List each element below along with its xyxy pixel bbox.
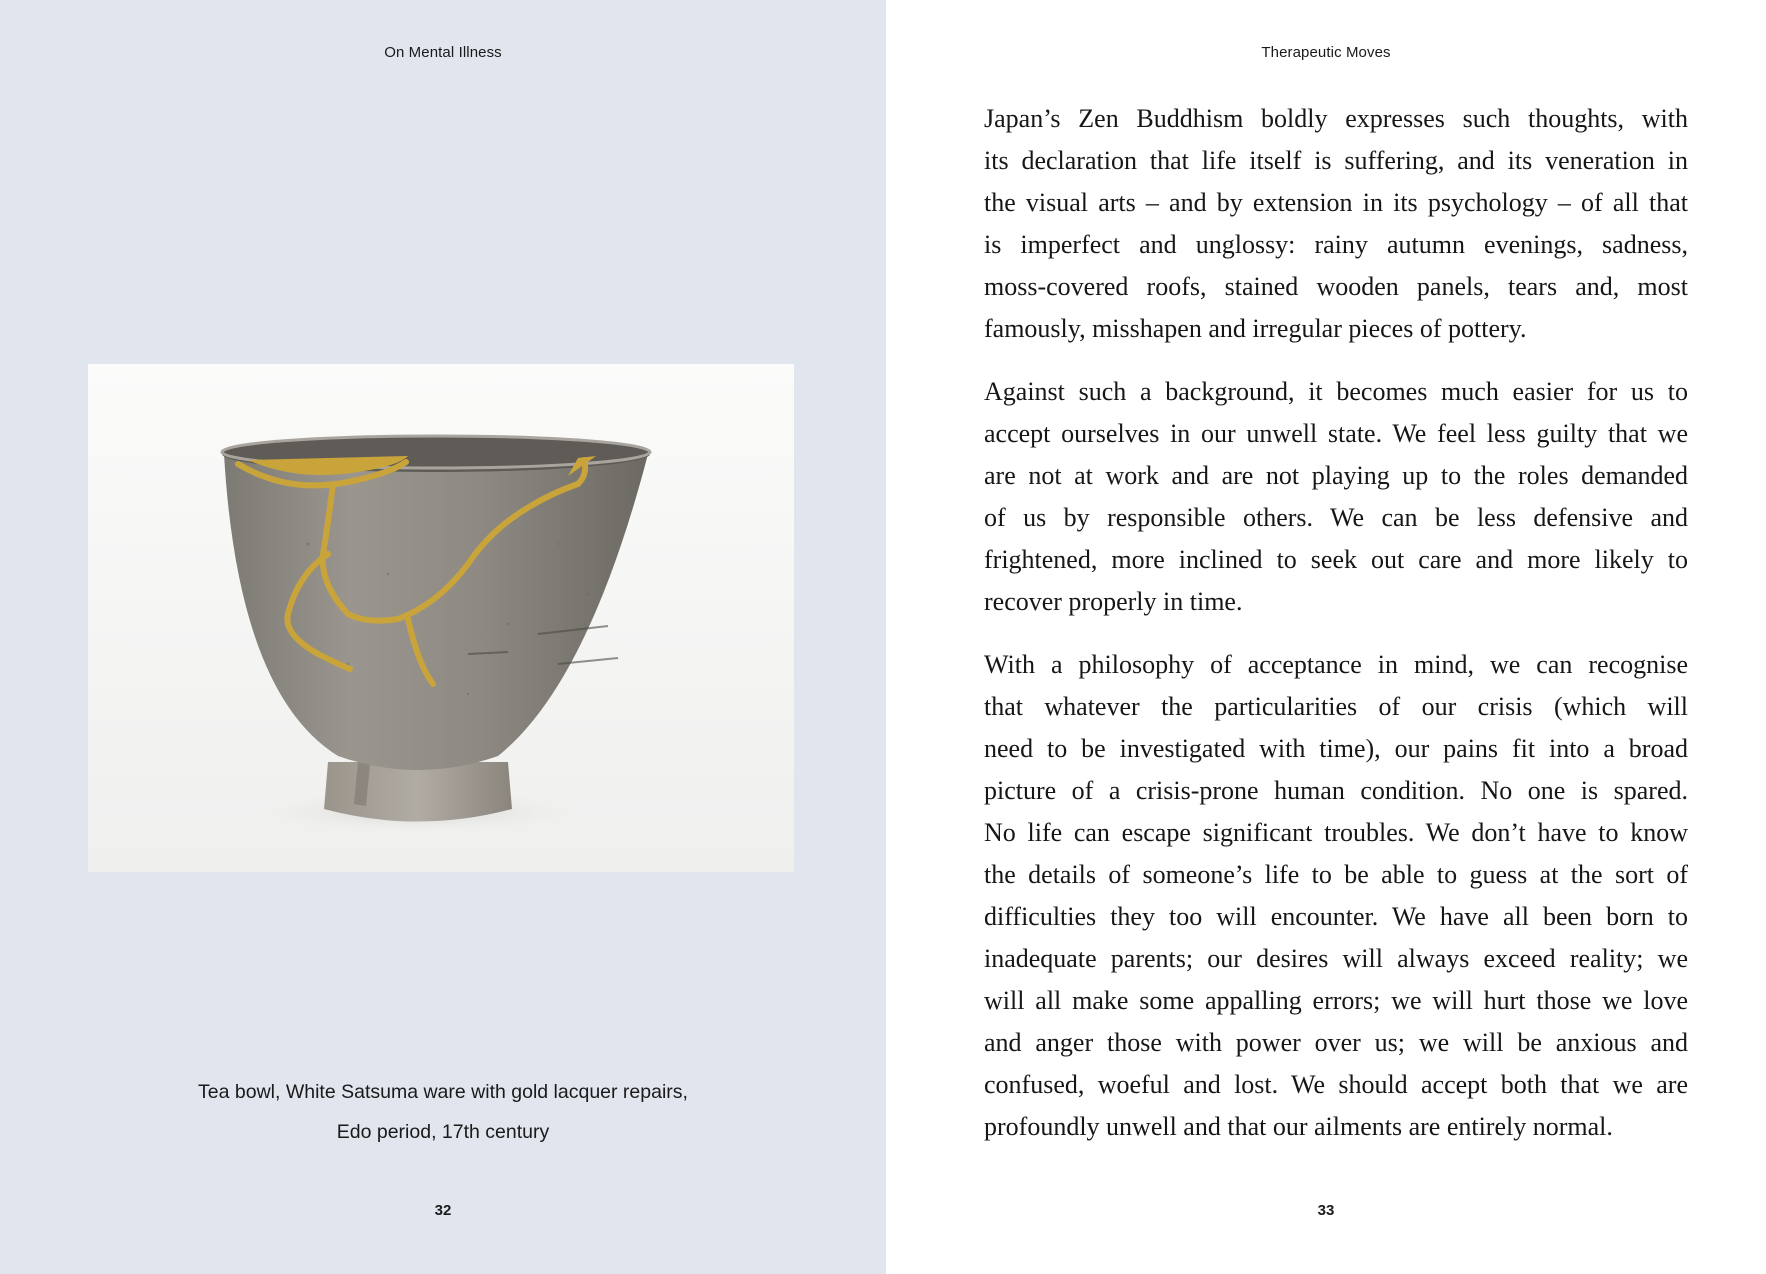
text-line: the visual arts – and by extension in its psychology – of all that xyxy=(984,188,1688,217)
text-line: confused, woeful and lost. We should accept both that we are xyxy=(984,1070,1688,1099)
text-line: difficulties they too will encounter. We have all been born to xyxy=(984,902,1688,931)
paragraph-3 xyxy=(984,644,1688,1148)
text-line: No life can escape significant troubles. We don’t have to know xyxy=(984,818,1688,847)
tea-bowl-photo xyxy=(88,364,794,872)
text-line: recover properly in time. xyxy=(984,587,1243,616)
caption-line-1: Tea bowl, White Satsuma ware with gold lacquer repairs, xyxy=(198,1081,688,1103)
photo-caption xyxy=(0,1072,886,1152)
text-line: is imperfect and unglossy: rainy autumn evenings, sadness, xyxy=(984,230,1688,259)
right-page-number: 33 xyxy=(1317,1202,1335,1219)
text-line: of us by responsible others. We can be less defensive and xyxy=(984,503,1688,532)
left-page-number: 32 xyxy=(434,1202,452,1219)
paragraph-1 xyxy=(984,98,1688,350)
text-line: frightened, more inclined to seek out care and more likely to xyxy=(984,545,1688,574)
text-line: With a philosophy of acceptance in mind, we can recognise xyxy=(984,650,1688,679)
text-line: need to be investigated with time), our pains fit into a broad xyxy=(984,734,1688,763)
text-line: picture of a crisis-prone human condition. No one is spared. xyxy=(984,776,1688,805)
text-line: profoundly unwell and that our ailments are entirely normal. xyxy=(984,1112,1613,1141)
paragraph-2 xyxy=(984,371,1688,623)
text-line: Against such a background, it becomes much easier for us to xyxy=(984,377,1688,406)
text-line: moss-covered roofs, stained wooden panels, tears and, most xyxy=(984,272,1688,301)
text-line: that whatever the particularities of our crisis (which will xyxy=(984,692,1688,721)
text-line: the details of someone’s life to be able to guess at the sort of xyxy=(984,860,1688,889)
text-line: inadequate parents; our desires will always exceed reality; we xyxy=(984,944,1688,973)
left-running-head: On Mental Illness xyxy=(384,44,502,61)
body-text xyxy=(984,98,1688,1169)
text-line: its declaration that life itself is suffering, and its veneration in xyxy=(984,146,1688,175)
text-line: will all make some appalling errors; we will hurt those we love xyxy=(984,986,1688,1015)
right-page xyxy=(886,0,1766,1274)
text-line: are not at work and are not playing up to the roles demanded xyxy=(984,461,1688,490)
text-line: famously, misshapen and irregular pieces of pottery. xyxy=(984,314,1527,343)
right-running-head: Therapeutic Moves xyxy=(1261,44,1391,61)
text-line: and anger those with power over us; we will be anxious and xyxy=(984,1028,1688,1057)
caption-line-2: Edo period, 17th century xyxy=(336,1121,550,1143)
text-line: Japan’s Zen Buddhism boldly expresses such thoughts, with xyxy=(984,104,1688,133)
text-line: accept ourselves in our unwell state. We feel less guilty that we xyxy=(984,419,1688,448)
